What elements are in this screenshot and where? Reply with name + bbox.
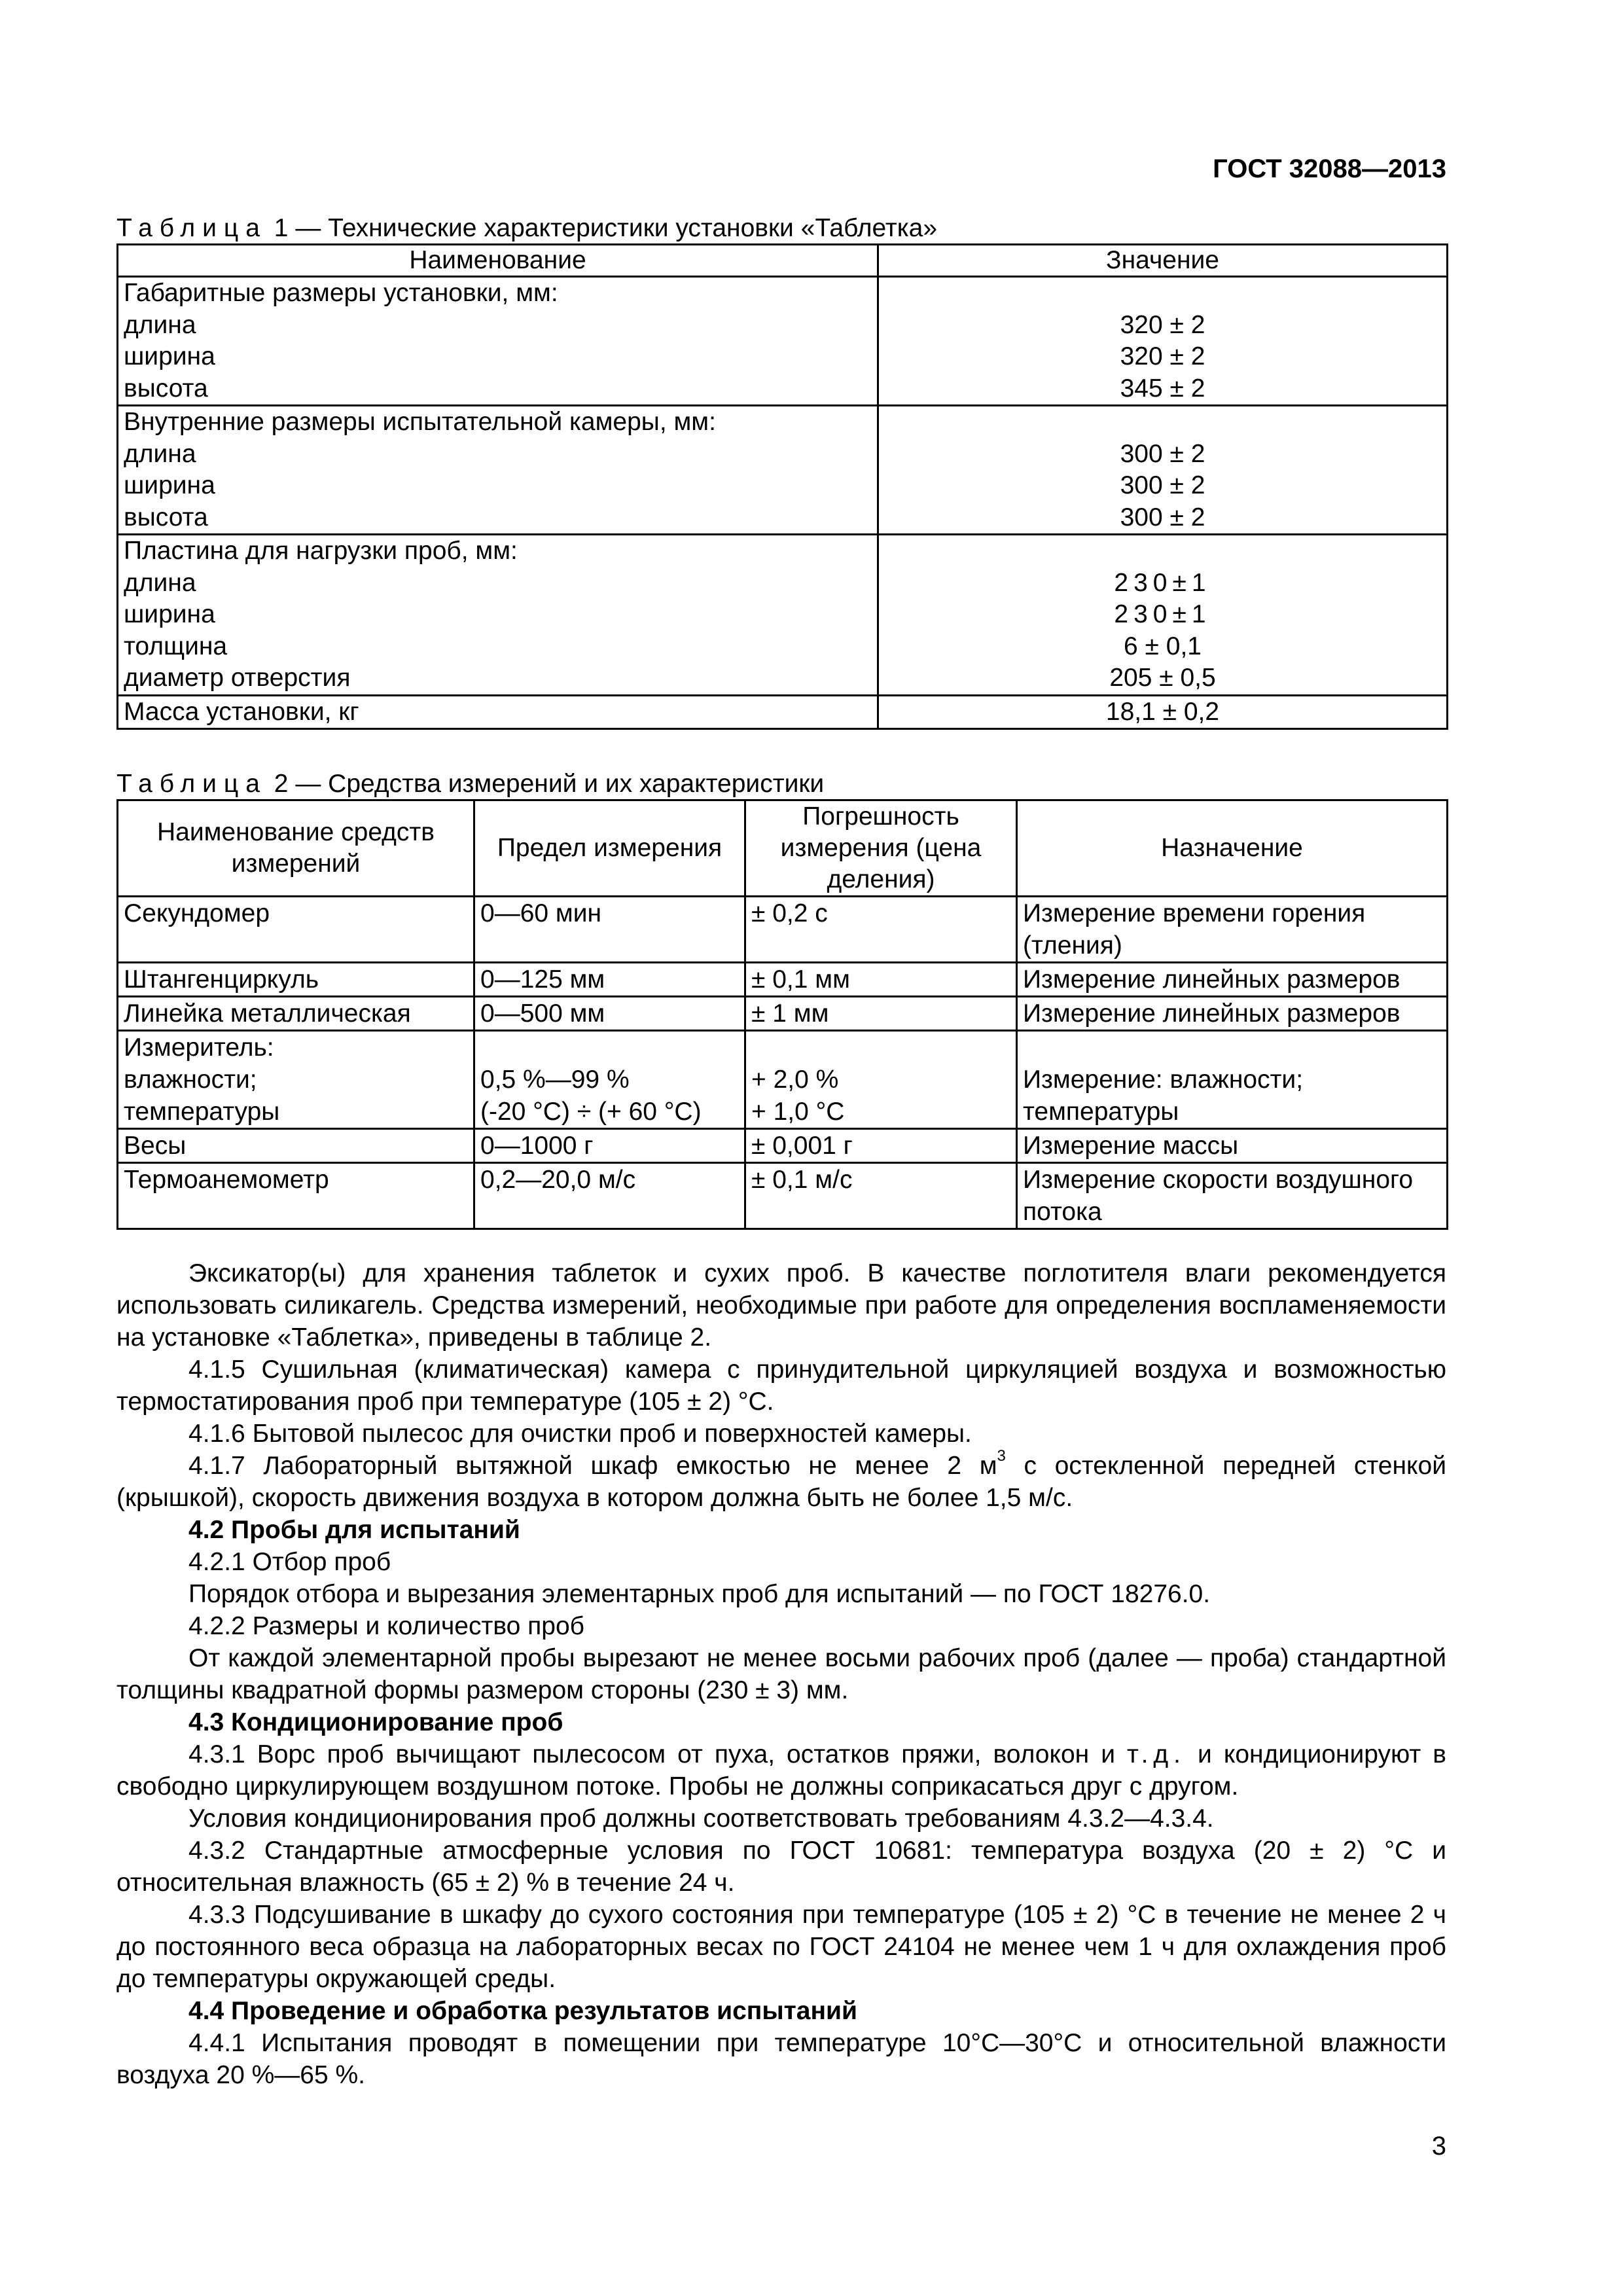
paragraph: 4.1.5 Сушильная (климатическая) камера с принудительной циркуляцией воздуха и возможностью термостатирования проб при температуре (105 ± 2) °С. bbox=[116, 1355, 1446, 1416]
page-number: 3 bbox=[1431, 2132, 1446, 2161]
paragraph: 4.3.2 Стандартные атмосферные условия по ГОСТ 10681: температура воздуха (20 ± 2) °С и относительная влажность (65 ± 2) % в течение 24 ч. bbox=[116, 1837, 1446, 1897]
section-heading: 4.2 Пробы для испытаний bbox=[188, 1516, 520, 1544]
table1-group-values bbox=[878, 277, 1448, 406]
row-value: 345 ± 2 bbox=[1120, 374, 1205, 403]
table-cell: Линейка металлическая bbox=[118, 997, 474, 1031]
table-cell: Измерение скорости воздушного потока bbox=[1017, 1163, 1448, 1229]
table-cell: ± 0,2 с bbox=[745, 897, 1017, 963]
paragraph: 4.2.2 Размеры и количество проб bbox=[188, 1612, 584, 1640]
cell-line: (-20 °С) ÷ (+ 60 °С) bbox=[480, 1098, 702, 1126]
table1-group-names bbox=[118, 406, 878, 535]
table-cell: Измерение массы bbox=[1017, 1129, 1448, 1163]
paragraph: Условия кондиционирования проб должны соответствовать требованиям 4.3.2—4.3.4. bbox=[188, 1804, 1214, 1833]
table2-header-cell: Предел измерения bbox=[474, 800, 745, 897]
table1-group-plate bbox=[118, 535, 1448, 696]
table-cell bbox=[745, 1031, 1017, 1129]
table2 bbox=[116, 799, 1448, 1230]
table1-group-values bbox=[878, 535, 1448, 696]
row-value: 230±1 bbox=[1114, 600, 1211, 628]
table-cell: 0—125 мм bbox=[474, 963, 745, 997]
row-label: ширина bbox=[124, 600, 215, 628]
table2-header-cell: Погрешность измерения (цена деления) bbox=[745, 800, 1017, 897]
row-value: 6 ± 0,1 bbox=[1124, 632, 1202, 660]
section-heading: 4.4 Проведение и обработка результатов испытаний bbox=[188, 1997, 857, 2025]
table-cell: Термоанемометр bbox=[118, 1163, 474, 1229]
paragraph bbox=[116, 1738, 1446, 1803]
table1-group-values bbox=[878, 406, 1448, 535]
table1-group-dimensions bbox=[118, 277, 1448, 406]
group-title: Пластина для нагрузки проб, мм: bbox=[124, 537, 518, 565]
row-label: высота bbox=[124, 374, 208, 403]
table-cell bbox=[118, 1031, 474, 1129]
table-row-meter bbox=[118, 1031, 1448, 1129]
row-value: 230±1 bbox=[1114, 568, 1211, 597]
table1-group-names bbox=[118, 277, 878, 406]
row-label: длина bbox=[124, 439, 196, 468]
table2-header-row bbox=[118, 800, 1448, 897]
text-run: 4.1.7 Лабораторный вытяжной шкаф емкостью не менее 2 м bbox=[188, 1452, 997, 1480]
text-run: 4.3.1 Ворс проб вычищают пылесосом от пуха, остатков пряжи, волокон и bbox=[188, 1740, 1128, 1768]
table-cell: 0—1000 г bbox=[474, 1129, 745, 1163]
table-cell: ± 0,1 м/с bbox=[745, 1163, 1017, 1229]
table2-header-cell: Назначение bbox=[1017, 800, 1448, 897]
cell-line: влажности; bbox=[124, 1066, 257, 1094]
row-label: высота bbox=[124, 503, 208, 531]
table-cell: 0—60 мин bbox=[474, 897, 745, 963]
table-cell: ± 0,001 г bbox=[745, 1129, 1017, 1163]
table-row bbox=[118, 897, 1448, 963]
body-text bbox=[116, 1257, 1446, 2091]
table-cell: Измерение линейных размеров bbox=[1017, 997, 1448, 1031]
table1-col-value: Значение bbox=[878, 245, 1448, 277]
page-content bbox=[116, 213, 1446, 2091]
cell-line: + 1,0 °С bbox=[751, 1098, 845, 1126]
table2-caption-num: 2 bbox=[274, 770, 289, 798]
table2-caption bbox=[116, 769, 1446, 799]
row-label: толщина bbox=[124, 632, 228, 660]
table-row bbox=[118, 1163, 1448, 1229]
table1-mass-value: 18,1 ± 0,2 bbox=[878, 695, 1448, 729]
table2-caption-word: Таблица bbox=[116, 770, 267, 798]
table-cell: Измерение времени горения (тления) bbox=[1017, 897, 1448, 963]
row-value: 205 ± 0,5 bbox=[1109, 664, 1216, 692]
table2-header-cell: Наименование средств измерений bbox=[118, 800, 474, 897]
row-value: 300 ± 2 bbox=[1120, 471, 1205, 499]
cell-line: + 2,0 % bbox=[751, 1066, 839, 1094]
table1-mass-label: Масса установки, кг bbox=[118, 695, 878, 729]
group-title: Внутренние размеры испытательной камеры, мм: bbox=[124, 408, 716, 436]
paragraph bbox=[116, 1447, 1446, 1514]
row-value: 300 ± 2 bbox=[1120, 503, 1205, 531]
table-cell bbox=[474, 1031, 745, 1129]
cell-line: температуры bbox=[124, 1098, 280, 1126]
table1-caption-text: — Технические характеристики установки «Таблетка» bbox=[295, 214, 938, 242]
row-label: длина bbox=[124, 568, 196, 597]
group-title: Габаритные размеры установки, мм: bbox=[124, 279, 558, 307]
table-cell: Измерение линейных размеров bbox=[1017, 963, 1448, 997]
table-row bbox=[118, 997, 1448, 1031]
cell-line: Измеритель: bbox=[124, 1033, 274, 1062]
table1-caption-word: Таблица bbox=[116, 214, 267, 242]
table1-caption bbox=[116, 213, 1446, 243]
paragraph: От каждой элементарной пробы вырезают не менее восьми рабочих проб (далее — проба) стандартной толщины квадратной формы размером стороны (230 ± 3) мм. bbox=[116, 1644, 1446, 1704]
table1-caption-num: 1 bbox=[274, 214, 289, 242]
table-cell: 0—500 мм bbox=[474, 997, 745, 1031]
table1 bbox=[116, 243, 1448, 730]
cell-line: Измерение: влажности; bbox=[1023, 1066, 1304, 1094]
table-cell: ± 0,1 мм bbox=[745, 963, 1017, 997]
text-run: т.д. bbox=[1127, 1740, 1186, 1768]
paragraph: 4.3.3 Подсушивание в шкафу до сухого состояния при температуре (105 ± 2) °С в течение не менее 2 ч до постоянного веса образца на лабораторных весах по ГОСТ 24104 не менее чем 1 ч для охлаждения проб до температуры окружающей среды. bbox=[116, 1901, 1446, 1993]
paragraph: 4.1.6 Бытовой пылесос для очистки проб и поверхностей камеры. bbox=[188, 1420, 972, 1448]
text-run: с остекленной передней стенкой (крышкой), скорость движения воздуха в котором должна быть не более 1,5 м/с. bbox=[116, 1452, 1446, 1512]
table1-group-names bbox=[118, 535, 878, 696]
row-value: 300 ± 2 bbox=[1120, 439, 1205, 468]
section-heading: 4.3 Кондиционирование проб bbox=[188, 1708, 563, 1736]
table-cell: Весы bbox=[118, 1129, 474, 1163]
table-cell: Штангенциркуль bbox=[118, 963, 474, 997]
table-row bbox=[118, 963, 1448, 997]
table-cell: ± 1 мм bbox=[745, 997, 1017, 1031]
text-run: и кондиционируют в свободно циркулирующем воздушном потоке. Пробы не должны соприкасаться друг с другом. bbox=[116, 1740, 1446, 1801]
table-cell: Секундомер bbox=[118, 897, 474, 963]
table1-header-row bbox=[118, 245, 1448, 277]
table1-col-name: Наименование bbox=[118, 245, 878, 277]
row-label: длина bbox=[124, 310, 196, 339]
cell-line: температуры bbox=[1023, 1098, 1179, 1126]
table2-caption-text: — Средства измерений и их характеристики bbox=[295, 770, 825, 798]
cell-line: 0,5 %—99 % bbox=[480, 1066, 630, 1094]
row-value: 320 ± 2 bbox=[1120, 342, 1205, 370]
document-header: ГОСТ 32088—2013 bbox=[1213, 154, 1446, 183]
row-value: 320 ± 2 bbox=[1120, 310, 1205, 339]
table1-group-chamber bbox=[118, 406, 1448, 535]
table-cell bbox=[1017, 1031, 1448, 1129]
table-row bbox=[118, 1129, 1448, 1163]
paragraph: 4.4.1 Испытания проводят в помещении при температуре 10°С—30°С и относительной влажности воздуха 20 %—65 %. bbox=[116, 2029, 1446, 2089]
row-label: диаметр отверстия bbox=[124, 664, 351, 692]
paragraph: Порядок отбора и вырезания элементарных проб для испытаний — по ГОСТ 18276.0. bbox=[188, 1580, 1211, 1608]
superscript: 3 bbox=[997, 1447, 1006, 1465]
table-cell: 0,2—20,0 м/с bbox=[474, 1163, 745, 1229]
paragraph: Эксикатор(ы) для хранения таблеток и сухих проб. В качестве поглотителя влаги рекомендуется использовать силикагель. Средства измерений, необходимые при работе для определения воспламеняемости на установке «Таблетка», приведены в таблице 2. bbox=[116, 1259, 1446, 1352]
paragraph: 4.2.1 Отбор проб bbox=[188, 1548, 391, 1576]
table1-mass-row bbox=[118, 695, 1448, 729]
row-label: ширина bbox=[124, 471, 215, 499]
row-label: ширина bbox=[124, 342, 215, 370]
